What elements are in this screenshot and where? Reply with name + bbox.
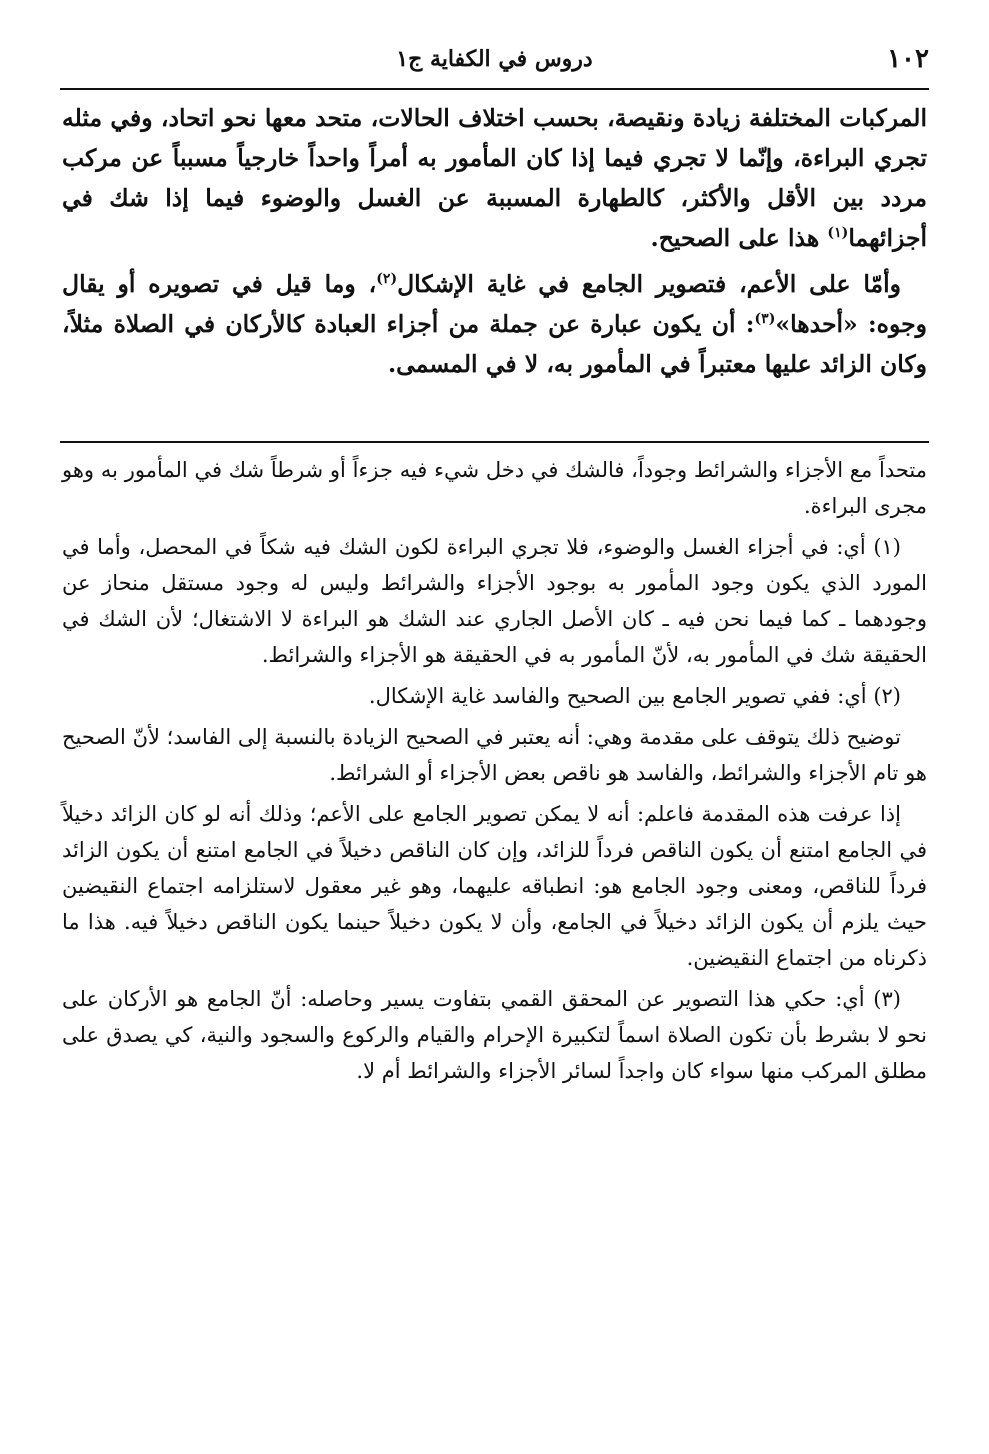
footnote-2-conclusion: إذا عرفت هذه المقدمة فاعلم: أنه لا يمكن تصوير الجامع على الأعم؛ وذلك أنه لو كان الزائد دخيلاً في الجامع امتنع أن يكون الناقص فرداً للزائد، وإن كان الناقص دخيلاً في الجامع امتنع أن يكون الزائد فرداً للناقص، ومعنى وجود الجامع هو: انطباقه عليهما، وهو غير معقول لاستلزامه اجتماع النقيضين حيث يلزم أن يكون الزائد دخيلاً في الجامع، وأن لا يكون دخيلاً حينما يكون الناقص دخيلاً فيه. هذا ما ذكرناه من اجتماع النقيضين. (62, 802, 927, 970)
footnote-2: (٢) أي: ففي تصوير الجامع بين الصحيح والفاسد غاية الإشكال. (368, 684, 901, 708)
running-title: دروس في الكفاية ج١ (396, 46, 593, 72)
footnote-3: (٣) أي: حكي هذا التصوير عن المحقق القمي بتفاوت يسير وحاصله: أنّ الجامع هو الأركان على نحو لا بشرط بأن تكون الصلاة اسماً لتكبيرة الإحرام والقيام والركوع والسجود والنية، كي يصدق على مطلق المركب منها سواء كان واجداً لسائر الأجزاء والشرائط أم لا. (62, 987, 927, 1083)
footnote-separator (60, 441, 929, 443)
main-text (62, 98, 927, 390)
page-header (60, 38, 929, 90)
footnotes (62, 452, 927, 1094)
footnote-ref-3: (٣) (754, 311, 776, 328)
main-paragraph-2: وأمّا على الأعم، فتصوير الجامع في غاية الإشكال$^{(٢)}$، وما قيل في تصويره أو يقال وجوه: «أحدها»$^{(٣)}$: أن يكون عبارة عن جملة من أجزاء العبادة كالأركان في الصلاة مثلاً، وكان الزائد عليها معتبراً في المأمور به، لا في المسمى. (62, 270, 927, 378)
page-number: ١٠٢ (887, 44, 929, 74)
footnote-ref-1: (١) (827, 225, 849, 242)
footnote-2-explanation: توضيح ذلك يتوقف على مقدمة وهي: أنه يعتبر في الصحيح الزيادة بالنسبة إلى الفاسد؛ لأنّ الصحيح هو تام الأجزاء والشرائط، والفاسد هو ناقص بعض الأجزاء أو الشرائط. (62, 725, 927, 785)
footnote-1: (١) أي: في أجزاء الغسل والوضوء، فلا تجري البراءة لكون الشك فيه شكاً في المحصل، وأما في المورد الذي يكون وجود المأمور به بوجود الأجزاء والشرائط وليس له وجود مستقل منحاز عن وجودهما ـ كما فيما نحن فيه ـ كان الأصل الجاري عند الشك هو البراءة لا الاشتغال؛ لأن الشك في الحقيقة شك في المأمور به، لأنّ المأمور به في الحقيقة هو الأجزاء والشرائط. (62, 535, 927, 667)
footnote-ref-2: (٢) (376, 271, 398, 288)
footnote-continuation: متحداً مع الأجزاء والشرائط وجوداً، فالشك في دخل شيء فيه جزءاً أو شرطاً شك في المأمور به وهو مجرى البراءة. (62, 458, 927, 518)
main-paragraph-1: المركبات المختلفة زيادة ونقيصة، بحسب اختلاف الحالات، متحد معها نحو اتحاد، وفي مثله تجري البراءة، وإنّما لا تجري فيما إذا كان المأمور به أمراً واحداً خارجياً مسبباً عن مركب مردد بين الأقل والأكثر، كالطهارة المسببة عن الغسل والوضوء فيما إذا شك في أجزائهما$^{(١)}$ هذا على الصحيح. (62, 104, 927, 252)
